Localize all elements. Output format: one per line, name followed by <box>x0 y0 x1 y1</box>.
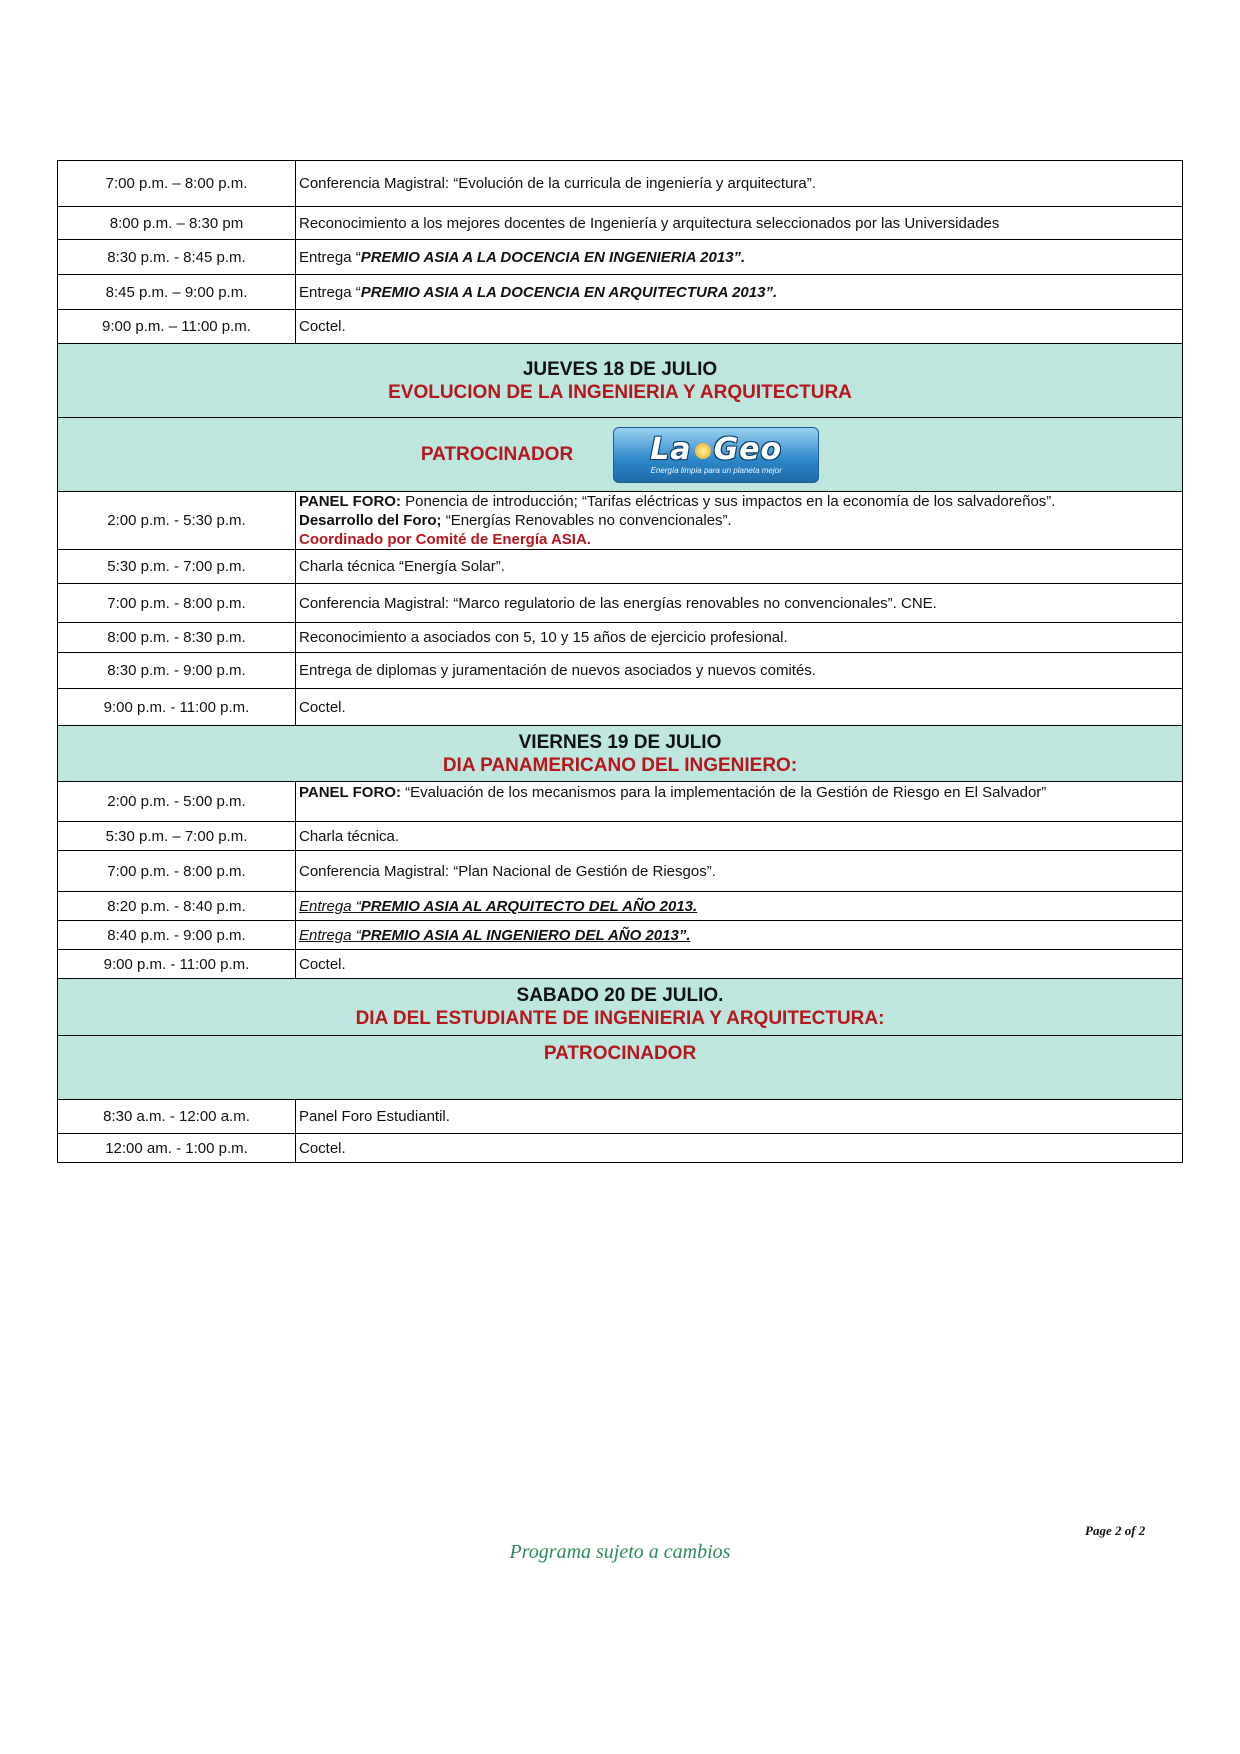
row-desc: Coctel. <box>296 1134 1183 1163</box>
row-time: 9:00 p.m. - 11:00 p.m. <box>58 689 296 726</box>
row-time: 9:00 p.m. – 11:00 p.m. <box>58 310 296 344</box>
row-time: 2:00 p.m. - 5:30 p.m. <box>58 492 296 550</box>
row-time: 8:40 p.m. - 9:00 p.m. <box>58 921 296 950</box>
panel-line-2: Desarrollo del Foro; “Energías Renovables no convencionales”. <box>299 512 732 529</box>
table-row <box>58 782 1183 822</box>
footer-note: Programa sujeto a cambios <box>509 1541 731 1563</box>
row-time: 8:45 p.m. – 9:00 p.m. <box>58 275 296 310</box>
row-time: 8:20 p.m. - 8:40 p.m. <box>58 892 296 921</box>
day-header-viernes <box>58 726 1183 782</box>
table-row <box>58 161 1183 207</box>
day-header-sabado <box>58 979 1183 1036</box>
table-row <box>58 584 1183 623</box>
row-time: 8:30 p.m. - 8:45 p.m. <box>58 240 296 275</box>
lageo-logo-tagline: Energía limpia para un planeta mejor <box>650 466 782 475</box>
lageo-logo-wordmark: La Geo <box>650 432 783 467</box>
table-row <box>58 275 1183 310</box>
row-desc: Charla técnica “Energía Solar”. <box>296 550 1183 584</box>
row-time: 2:00 p.m. - 5:00 p.m. <box>58 782 296 822</box>
day-header-cell <box>58 726 1183 782</box>
row-desc <box>296 240 1183 275</box>
table-row <box>58 492 1183 550</box>
day-subtitle: EVOLUCION DE LA INGENIERIA Y ARQUITECTURA <box>388 381 852 403</box>
table-row <box>58 950 1183 979</box>
row-desc: Entrega de diplomas y juramentación de nuevos asociados y nuevos comités. <box>296 653 1183 689</box>
schedule-table <box>57 160 1183 1163</box>
row-desc: Reconocimiento a asociados con 5, 10 y 15 años de ejercicio profesional. <box>296 623 1183 653</box>
row-time: 5:30 p.m. - 7:00 p.m. <box>58 550 296 584</box>
award-prefix: Entrega “ <box>299 897 361 915</box>
table-row <box>58 653 1183 689</box>
award-title: PREMIO ASIA A LA DOCENCIA EN INGENIERIA 2013”. <box>360 248 746 266</box>
sponsor-label: PATROCINADOR <box>543 1043 697 1064</box>
row-time: 7:00 p.m. - 8:00 p.m. <box>58 851 296 892</box>
row-desc: Panel Foro Estudiantil. <box>296 1100 1183 1134</box>
table-row <box>58 1100 1183 1134</box>
table-row <box>58 851 1183 892</box>
sun-icon <box>695 443 711 459</box>
table-row <box>58 207 1183 240</box>
row-time: 7:00 p.m. - 8:00 p.m. <box>58 584 296 623</box>
sponsor-row-sabado <box>58 1036 1183 1100</box>
sponsor-row-jueves <box>58 418 1183 492</box>
panel-desc <box>296 492 1183 550</box>
table-row <box>58 1134 1183 1163</box>
lageo-logo <box>613 427 819 483</box>
sponsor-wrap <box>61 427 1179 483</box>
award-prefix: Entrega “ <box>299 248 361 266</box>
award-prefix: Entrega “ <box>299 283 361 301</box>
award-title: PREMIO ASIA A LA DOCENCIA EN ARQUITECTURA 2013”. <box>360 283 778 301</box>
table-row <box>58 822 1183 851</box>
row-time: 8:00 p.m. - 8:30 p.m. <box>58 623 296 653</box>
row-desc: Conferencia Magistral: “Marco regulatorio de las energías renovables no convencionales”. CNE. <box>296 584 1183 623</box>
panel-desc: PANEL FORO: “Evaluación de los mecanismos para la implementación de la Gestión de Riesgo en El Salvador” <box>296 782 1183 822</box>
row-desc: Coctel. <box>296 310 1183 344</box>
day-header-cell <box>58 979 1183 1036</box>
day-header-cell <box>58 344 1183 418</box>
page-number: Page 2 of 2 <box>1085 1523 1146 1538</box>
day-title: SABADO 20 DE JULIO. <box>516 985 724 1006</box>
row-desc: Charla técnica. <box>296 822 1183 851</box>
row-time: 7:00 p.m. – 8:00 p.m. <box>58 161 296 207</box>
sponsor-cell <box>58 1036 1183 1100</box>
panel-line-3: Coordinado por Comité de Energía ASIA. <box>299 531 591 548</box>
table-row <box>58 892 1183 921</box>
award-title: PREMIO ASIA AL INGENIERO DEL AÑO 2013”. <box>360 926 691 944</box>
row-desc <box>296 275 1183 310</box>
row-desc: Coctel. <box>296 950 1183 979</box>
table-row <box>58 550 1183 584</box>
table-row <box>58 623 1183 653</box>
row-desc: Coctel. <box>296 689 1183 726</box>
award-prefix: Entrega “ <box>299 926 361 944</box>
row-desc: Reconocimiento a los mejores docentes de Ingeniería y arquitectura seleccionados por las Universidades <box>296 207 1183 240</box>
row-desc <box>296 892 1183 921</box>
sponsor-cell <box>58 418 1183 492</box>
day-title: JUEVES 18 DE JULIO <box>522 358 718 380</box>
row-time: 12:00 am. - 1:00 p.m. <box>58 1134 296 1163</box>
day-subtitle: DIA PANAMERICANO DEL INGENIERO: <box>442 754 798 776</box>
row-desc: Conferencia Magistral: “Plan Nacional de Gestión de Riesgos”. <box>296 851 1183 892</box>
row-time: 9:00 p.m. - 11:00 p.m. <box>58 950 296 979</box>
panel-line-1: PANEL FORO: Ponencia de introducción; “Tarifas eléctricas y sus impactos en la economía de los salvadoreños”. <box>299 493 1056 510</box>
row-desc: Conferencia Magistral: “Evolución de la curricula de ingeniería y arquitectura”. <box>296 161 1183 207</box>
row-time: 5:30 p.m. – 7:00 p.m. <box>58 822 296 851</box>
table-row <box>58 921 1183 950</box>
day-title: VIERNES 19 DE JULIO <box>518 731 722 753</box>
day-subtitle: DIA DEL ESTUDIANTE DE INGENIERIA Y ARQUITECTURA: <box>355 1008 885 1029</box>
table-row <box>58 310 1183 344</box>
table-row <box>58 689 1183 726</box>
row-time: 8:00 p.m. – 8:30 pm <box>58 207 296 240</box>
sponsor-label: PATROCINADOR <box>420 443 574 465</box>
day-header-jueves <box>58 344 1183 418</box>
row-time: 8:30 p.m. - 9:00 p.m. <box>58 653 296 689</box>
award-title: PREMIO ASIA AL ARQUITECTO DEL AÑO 2013. <box>360 897 698 915</box>
row-desc <box>296 921 1183 950</box>
row-time: 8:30 a.m. - 12:00 a.m. <box>58 1100 296 1134</box>
table-row <box>58 240 1183 275</box>
